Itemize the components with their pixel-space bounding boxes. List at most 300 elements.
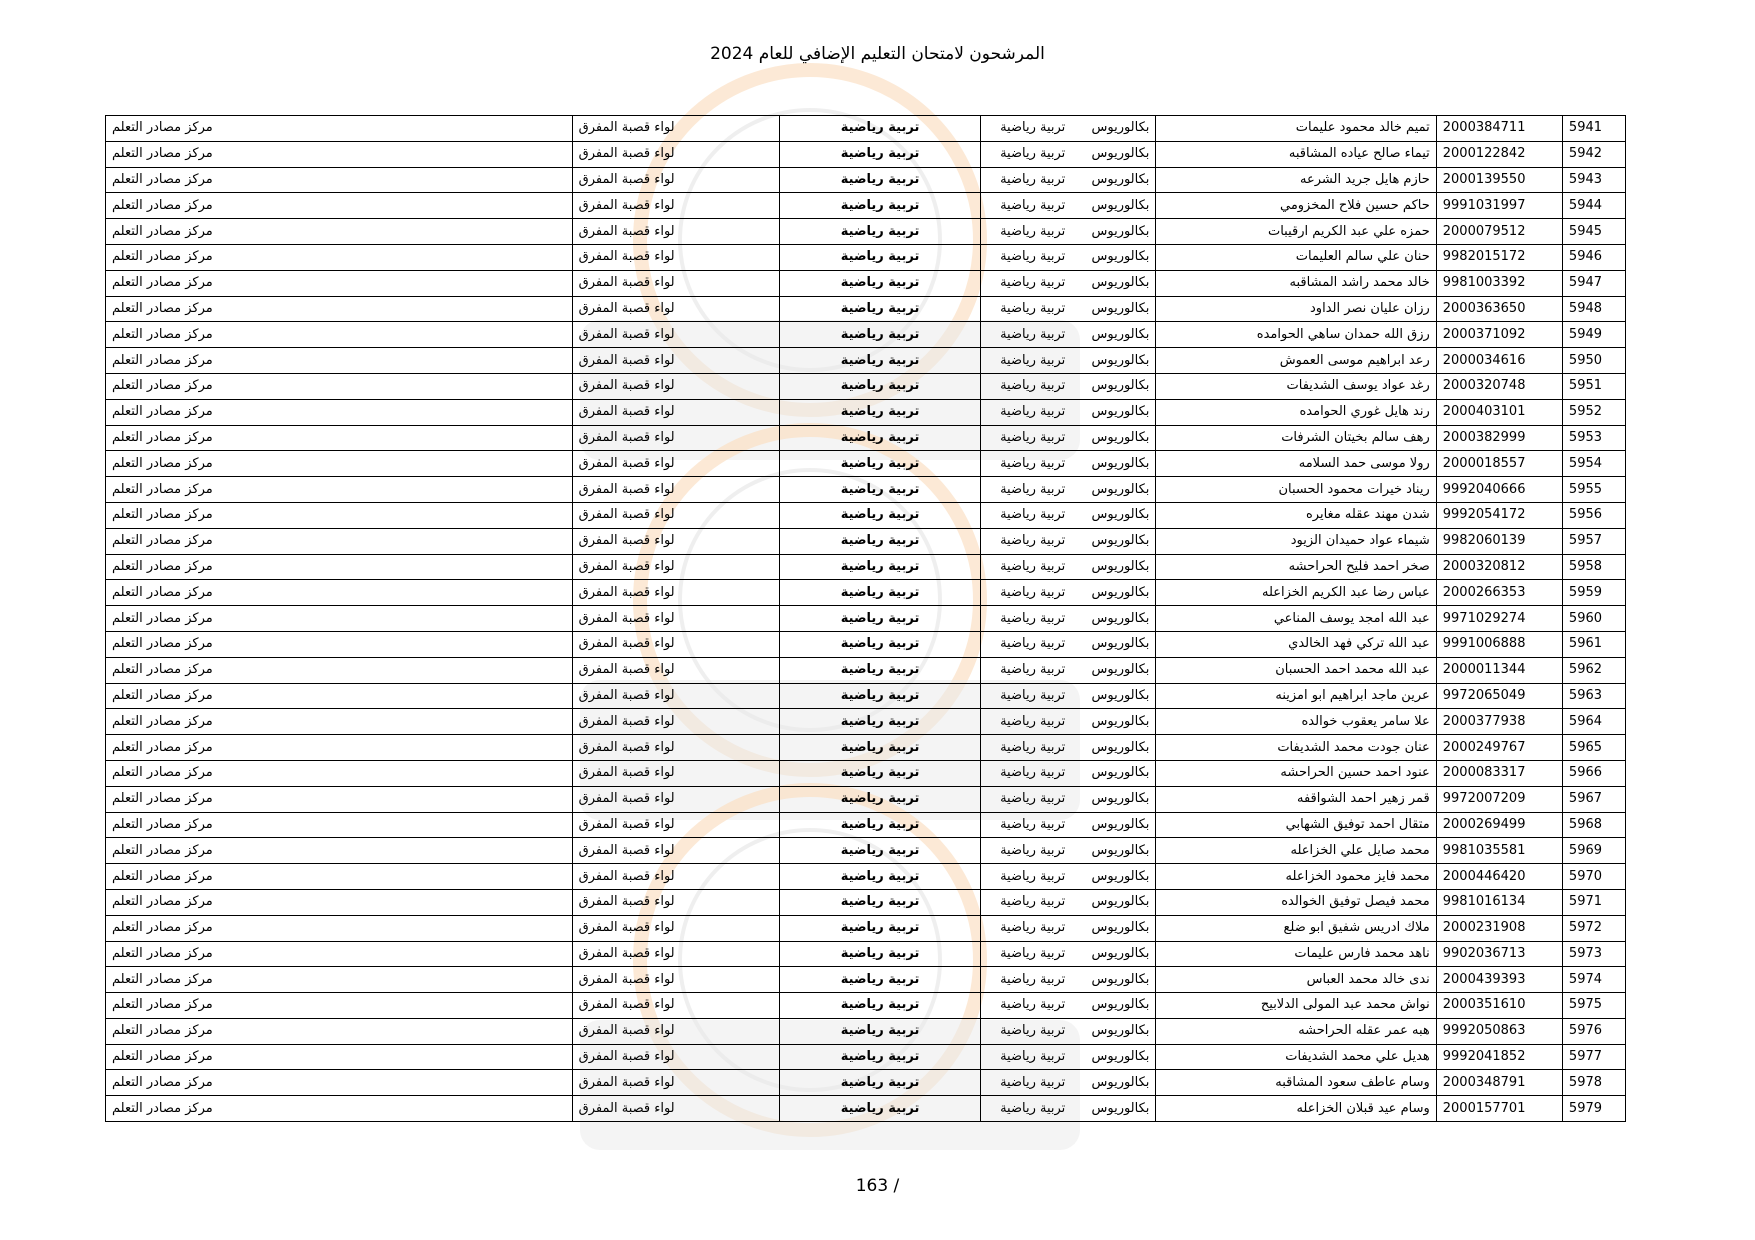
degree-cell: بكالوريوس [1071, 993, 1156, 1019]
national-id-cell: 2000018557 [1436, 451, 1562, 477]
exam-center-cell: مركز مصادر التعلم [106, 373, 573, 399]
sequence-cell: 5964 [1562, 709, 1625, 735]
candidate-name-cell: خالد محمد راشد المشاقبه [1156, 270, 1436, 296]
table-row [106, 270, 1626, 296]
sequence-cell: 5956 [1562, 502, 1625, 528]
subject-cell: تربية رياضية [779, 915, 980, 941]
major-cell: تربية رياضية [981, 244, 1072, 270]
district-cell: لواء قصبة المفرق [572, 399, 779, 425]
degree-cell: بكالوريوس [1071, 580, 1156, 606]
degree-cell: بكالوريوس [1071, 451, 1156, 477]
district-cell: لواء قصبة المفرق [572, 167, 779, 193]
sequence-cell: 5957 [1562, 528, 1625, 554]
table-row [106, 993, 1626, 1019]
exam-center-cell: مركز مصادر التعلم [106, 889, 573, 915]
table-row [106, 1018, 1626, 1044]
sequence-cell: 5974 [1562, 967, 1625, 993]
candidate-name-cell: حنان علي سالم العليمات [1156, 244, 1436, 270]
subject-cell: تربية رياضية [779, 760, 980, 786]
national-id-cell: 9992040666 [1436, 477, 1562, 503]
degree-cell: بكالوريوس [1071, 1044, 1156, 1070]
major-cell: تربية رياضية [981, 399, 1072, 425]
exam-center-cell: مركز مصادر التعلم [106, 399, 573, 425]
subject-cell: تربية رياضية [779, 451, 980, 477]
district-cell: لواء قصبة المفرق [572, 606, 779, 632]
national-id-cell: 9982015172 [1436, 244, 1562, 270]
degree-cell: بكالوريوس [1071, 141, 1156, 167]
subject-cell: تربية رياضية [779, 399, 980, 425]
national-id-cell: 2000079512 [1436, 219, 1562, 245]
table-row [106, 889, 1626, 915]
exam-center-cell: مركز مصادر التعلم [106, 760, 573, 786]
subject-cell: تربية رياضية [779, 709, 980, 735]
major-cell: تربية رياضية [981, 864, 1072, 890]
sequence-cell: 5950 [1562, 348, 1625, 374]
major-cell: تربية رياضية [981, 296, 1072, 322]
major-cell: تربية رياضية [981, 941, 1072, 967]
degree-cell: بكالوريوس [1071, 631, 1156, 657]
sequence-cell: 5967 [1562, 786, 1625, 812]
degree-cell: بكالوريوس [1071, 270, 1156, 296]
sequence-cell: 5963 [1562, 683, 1625, 709]
major-cell: تربية رياضية [981, 760, 1072, 786]
table-row [106, 1070, 1626, 1096]
subject-cell: تربية رياضية [779, 786, 980, 812]
district-cell: لواء قصبة المفرق [572, 425, 779, 451]
candidate-name-cell: عرين ماجد ابراهيم ابو امزينه [1156, 683, 1436, 709]
national-id-cell: 9982060139 [1436, 528, 1562, 554]
major-cell: تربية رياضية [981, 683, 1072, 709]
subject-cell: تربية رياضية [779, 322, 980, 348]
national-id-cell: 2000269499 [1436, 812, 1562, 838]
degree-cell: بكالوريوس [1071, 1096, 1156, 1122]
district-cell: لواء قصبة المفرق [572, 219, 779, 245]
candidate-name-cell: حمزه علي عبد الكريم ارقيبات [1156, 219, 1436, 245]
national-id-cell: 2000231908 [1436, 915, 1562, 941]
subject-cell: تربية رياضية [779, 425, 980, 451]
candidate-name-cell: رعد ابراهيم موسى العموش [1156, 348, 1436, 374]
table-row [106, 941, 1626, 967]
table-row [106, 1096, 1626, 1122]
subject-cell: تربية رياضية [779, 477, 980, 503]
subject-cell: تربية رياضية [779, 141, 980, 167]
table-row [106, 1044, 1626, 1070]
degree-cell: بكالوريوس [1071, 1070, 1156, 1096]
candidate-name-cell: متقال احمد توفيق الشهابي [1156, 812, 1436, 838]
exam-center-cell: مركز مصادر التعلم [106, 580, 573, 606]
sequence-cell: 5943 [1562, 167, 1625, 193]
major-cell: تربية رياضية [981, 967, 1072, 993]
exam-center-cell: مركز مصادر التعلم [106, 425, 573, 451]
degree-cell: بكالوريوس [1071, 373, 1156, 399]
major-cell: تربية رياضية [981, 193, 1072, 219]
subject-cell: تربية رياضية [779, 373, 980, 399]
district-cell: لواء قصبة المفرق [572, 1018, 779, 1044]
major-cell: تربية رياضية [981, 709, 1072, 735]
table-row [106, 244, 1626, 270]
degree-cell: بكالوريوس [1071, 167, 1156, 193]
candidate-name-cell: حازم هايل جريد الشرعه [1156, 167, 1436, 193]
subject-cell: تربية رياضية [779, 1070, 980, 1096]
major-cell: تربية رياضية [981, 348, 1072, 374]
sequence-cell: 5976 [1562, 1018, 1625, 1044]
degree-cell: بكالوريوس [1071, 915, 1156, 941]
national-id-cell: 9972065049 [1436, 683, 1562, 709]
national-id-cell: 2000157701 [1436, 1096, 1562, 1122]
district-cell: لواء قصبة المفرق [572, 193, 779, 219]
exam-center-cell: مركز مصادر التعلم [106, 631, 573, 657]
district-cell: لواء قصبة المفرق [572, 1070, 779, 1096]
district-cell: لواء قصبة المفرق [572, 528, 779, 554]
national-id-cell: 9972007209 [1436, 786, 1562, 812]
major-cell: تربية رياضية [981, 451, 1072, 477]
candidates-table [105, 115, 1626, 1122]
district-cell: لواء قصبة المفرق [572, 451, 779, 477]
sequence-cell: 5947 [1562, 270, 1625, 296]
district-cell: لواء قصبة المفرق [572, 1044, 779, 1070]
national-id-cell: 9992050863 [1436, 1018, 1562, 1044]
national-id-cell: 9981035581 [1436, 838, 1562, 864]
candidate-name-cell: حاكم حسين فلاح المخزومي [1156, 193, 1436, 219]
candidate-name-cell: ندى خالد محمد العباس [1156, 967, 1436, 993]
major-cell: تربية رياضية [981, 735, 1072, 761]
subject-cell: تربية رياضية [779, 838, 980, 864]
national-id-cell: 2000122842 [1436, 141, 1562, 167]
table-row [106, 322, 1626, 348]
degree-cell: بكالوريوس [1071, 838, 1156, 864]
national-id-cell: 9992041852 [1436, 1044, 1562, 1070]
district-cell: لواء قصبة المفرق [572, 915, 779, 941]
degree-cell: بكالوريوس [1071, 683, 1156, 709]
table-row [106, 399, 1626, 425]
degree-cell: بكالوريوس [1071, 760, 1156, 786]
district-cell: لواء قصبة المفرق [572, 838, 779, 864]
candidate-name-cell: رولا موسى حمد السلامه [1156, 451, 1436, 477]
exam-center-cell: مركز مصادر التعلم [106, 606, 573, 632]
district-cell: لواء قصبة المفرق [572, 683, 779, 709]
exam-center-cell: مركز مصادر التعلم [106, 296, 573, 322]
sequence-cell: 5978 [1562, 1070, 1625, 1096]
major-cell: تربية رياضية [981, 580, 1072, 606]
subject-cell: تربية رياضية [779, 657, 980, 683]
degree-cell: بكالوريوس [1071, 786, 1156, 812]
candidate-name-cell: رند هايل غوري الحوامده [1156, 399, 1436, 425]
district-cell: لواء قصبة المفرق [572, 941, 779, 967]
exam-center-cell: مركز مصادر التعلم [106, 838, 573, 864]
table-row [106, 683, 1626, 709]
page-number: 163 / [855, 1176, 900, 1196]
subject-cell: تربية رياضية [779, 502, 980, 528]
candidate-name-cell: محمد صايل علي الخزاعله [1156, 838, 1436, 864]
national-id-cell: 2000384711 [1436, 116, 1562, 142]
table-row [106, 606, 1626, 632]
subject-cell: تربية رياضية [779, 244, 980, 270]
degree-cell: بكالوريوس [1071, 322, 1156, 348]
subject-cell: تربية رياضية [779, 864, 980, 890]
degree-cell: بكالوريوس [1071, 967, 1156, 993]
candidate-name-cell: عنود احمد حسين الحراحشه [1156, 760, 1436, 786]
district-cell: لواء قصبة المفرق [572, 657, 779, 683]
degree-cell: بكالوريوس [1071, 606, 1156, 632]
degree-cell: بكالوريوس [1071, 941, 1156, 967]
table-row [106, 812, 1626, 838]
degree-cell: بكالوريوس [1071, 709, 1156, 735]
table-row [106, 838, 1626, 864]
major-cell: تربية رياضية [981, 993, 1072, 1019]
table-row [106, 631, 1626, 657]
district-cell: لواء قصبة المفرق [572, 322, 779, 348]
sequence-cell: 5941 [1562, 116, 1625, 142]
table-row [106, 554, 1626, 580]
national-id-cell: 2000266353 [1436, 580, 1562, 606]
national-id-cell: 2000371092 [1436, 322, 1562, 348]
degree-cell: بكالوريوس [1071, 399, 1156, 425]
district-cell: لواء قصبة المفرق [572, 967, 779, 993]
sequence-cell: 5955 [1562, 477, 1625, 503]
major-cell: تربية رياضية [981, 270, 1072, 296]
major-cell: تربية رياضية [981, 1018, 1072, 1044]
national-id-cell: 9992054172 [1436, 502, 1562, 528]
sequence-cell: 5945 [1562, 219, 1625, 245]
sequence-cell: 5948 [1562, 296, 1625, 322]
sequence-cell: 5965 [1562, 735, 1625, 761]
exam-center-cell: مركز مصادر التعلم [106, 864, 573, 890]
subject-cell: تربية رياضية [779, 967, 980, 993]
subject-cell: تربية رياضية [779, 631, 980, 657]
table-row [106, 528, 1626, 554]
national-id-cell: 2000439393 [1436, 967, 1562, 993]
table-row [106, 425, 1626, 451]
candidate-name-cell: ناهد محمد فارس عليمات [1156, 941, 1436, 967]
exam-center-cell: مركز مصادر التعلم [106, 967, 573, 993]
subject-cell: تربية رياضية [779, 296, 980, 322]
table-row [106, 735, 1626, 761]
table-row [106, 967, 1626, 993]
major-cell: تربية رياضية [981, 425, 1072, 451]
exam-center-cell: مركز مصادر التعلم [106, 167, 573, 193]
major-cell: تربية رياضية [981, 141, 1072, 167]
major-cell: تربية رياضية [981, 606, 1072, 632]
district-cell: لواء قصبة المفرق [572, 889, 779, 915]
degree-cell: بكالوريوس [1071, 812, 1156, 838]
candidate-name-cell: رزان عليان نصر الداود [1156, 296, 1436, 322]
sequence-cell: 5972 [1562, 915, 1625, 941]
major-cell: تربية رياضية [981, 322, 1072, 348]
sequence-cell: 5973 [1562, 941, 1625, 967]
sequence-cell: 5951 [1562, 373, 1625, 399]
sequence-cell: 5975 [1562, 993, 1625, 1019]
table-row [106, 760, 1626, 786]
sequence-cell: 5959 [1562, 580, 1625, 606]
district-cell: لواء قصبة المفرق [572, 1096, 779, 1122]
exam-center-cell: مركز مصادر التعلم [106, 735, 573, 761]
subject-cell: تربية رياضية [779, 270, 980, 296]
district-cell: لواء قصبة المفرق [572, 296, 779, 322]
subject-cell: تربية رياضية [779, 219, 980, 245]
national-id-cell: 2000351610 [1436, 993, 1562, 1019]
sequence-cell: 5942 [1562, 141, 1625, 167]
sequence-cell: 5971 [1562, 889, 1625, 915]
exam-center-cell: مركز مصادر التعلم [106, 786, 573, 812]
subject-cell: تربية رياضية [779, 606, 980, 632]
major-cell: تربية رياضية [981, 167, 1072, 193]
major-cell: تربية رياضية [981, 554, 1072, 580]
subject-cell: تربية رياضية [779, 580, 980, 606]
candidate-name-cell: رغد عواد يوسف الشديفات [1156, 373, 1436, 399]
district-cell: لواء قصبة المفرق [572, 554, 779, 580]
district-cell: لواء قصبة المفرق [572, 709, 779, 735]
national-id-cell: 9991006888 [1436, 631, 1562, 657]
subject-cell: تربية رياضية [779, 167, 980, 193]
subject-cell: تربية رياضية [779, 348, 980, 374]
candidate-name-cell: شدن مهند عقله مغايره [1156, 502, 1436, 528]
major-cell: تربية رياضية [981, 657, 1072, 683]
degree-cell: بكالوريوس [1071, 348, 1156, 374]
candidate-name-cell: عباس رضا عبد الكريم الخزاعله [1156, 580, 1436, 606]
exam-center-cell: مركز مصادر التعلم [106, 1018, 573, 1044]
degree-cell: بكالوريوس [1071, 735, 1156, 761]
candidates-table-body [106, 116, 1626, 1122]
exam-center-cell: مركز مصادر التعلم [106, 322, 573, 348]
sequence-cell: 5977 [1562, 1044, 1625, 1070]
degree-cell: بكالوريوس [1071, 554, 1156, 580]
exam-center-cell: مركز مصادر التعلم [106, 993, 573, 1019]
subject-cell: تربية رياضية [779, 735, 980, 761]
national-id-cell: 2000083317 [1436, 760, 1562, 786]
degree-cell: بكالوريوس [1071, 1018, 1156, 1044]
subject-cell: تربية رياضية [779, 941, 980, 967]
exam-center-cell: مركز مصادر التعلم [106, 657, 573, 683]
subject-cell: تربية رياضية [779, 993, 980, 1019]
exam-center-cell: مركز مصادر التعلم [106, 348, 573, 374]
district-cell: لواء قصبة المفرق [572, 502, 779, 528]
subject-cell: تربية رياضية [779, 1018, 980, 1044]
degree-cell: بكالوريوس [1071, 425, 1156, 451]
exam-center-cell: مركز مصادر التعلم [106, 1070, 573, 1096]
sequence-cell: 5962 [1562, 657, 1625, 683]
exam-center-cell: مركز مصادر التعلم [106, 219, 573, 245]
candidate-name-cell: رزق الله حمدان ساهي الحوامده [1156, 322, 1436, 348]
exam-center-cell: مركز مصادر التعلم [106, 502, 573, 528]
sequence-cell: 5953 [1562, 425, 1625, 451]
sequence-cell: 5946 [1562, 244, 1625, 270]
national-id-cell: 2000320748 [1436, 373, 1562, 399]
national-id-cell: 9981003392 [1436, 270, 1562, 296]
sequence-cell: 5954 [1562, 451, 1625, 477]
district-cell: لواء قصبة المفرق [572, 864, 779, 890]
major-cell: تربية رياضية [981, 219, 1072, 245]
exam-center-cell: مركز مصادر التعلم [106, 193, 573, 219]
exam-center-cell: مركز مصادر التعلم [106, 116, 573, 142]
national-id-cell: 9971029274 [1436, 606, 1562, 632]
subject-cell: تربية رياضية [779, 554, 980, 580]
national-id-cell: 9981016134 [1436, 889, 1562, 915]
subject-cell: تربية رياضية [779, 812, 980, 838]
exam-center-cell: مركز مصادر التعلم [106, 941, 573, 967]
major-cell: تربية رياضية [981, 1070, 1072, 1096]
exam-center-cell: مركز مصادر التعلم [106, 683, 573, 709]
national-id-cell: 2000363650 [1436, 296, 1562, 322]
table-row [106, 709, 1626, 735]
table-row [106, 451, 1626, 477]
exam-center-cell: مركز مصادر التعلم [106, 477, 573, 503]
exam-center-cell: مركز مصادر التعلم [106, 915, 573, 941]
degree-cell: بكالوريوس [1071, 193, 1156, 219]
exam-center-cell: مركز مصادر التعلم [106, 270, 573, 296]
major-cell: تربية رياضية [981, 1044, 1072, 1070]
candidate-name-cell: عبد الله تركي فهد الخالدي [1156, 631, 1436, 657]
national-id-cell: 2000403101 [1436, 399, 1562, 425]
table-row [106, 580, 1626, 606]
table-row [106, 167, 1626, 193]
exam-center-cell: مركز مصادر التعلم [106, 528, 573, 554]
national-id-cell: 2000034616 [1436, 348, 1562, 374]
table-row [106, 657, 1626, 683]
table-row [106, 348, 1626, 374]
district-cell: لواء قصبة المفرق [572, 348, 779, 374]
degree-cell: بكالوريوس [1071, 244, 1156, 270]
exam-center-cell: مركز مصادر التعلم [106, 451, 573, 477]
major-cell: تربية رياضية [981, 116, 1072, 142]
district-cell: لواء قصبة المفرق [572, 812, 779, 838]
major-cell: تربية رياضية [981, 812, 1072, 838]
candidate-name-cell: وسام عاطف سعود المشاقبه [1156, 1070, 1436, 1096]
candidate-name-cell: محمد فايز محمود الخزاعله [1156, 864, 1436, 890]
table-row [106, 141, 1626, 167]
national-id-cell: 2000011344 [1436, 657, 1562, 683]
major-cell: تربية رياضية [981, 915, 1072, 941]
sequence-cell: 5966 [1562, 760, 1625, 786]
major-cell: تربية رياضية [981, 477, 1072, 503]
table-row [106, 477, 1626, 503]
subject-cell: تربية رياضية [779, 528, 980, 554]
table-row [106, 296, 1626, 322]
national-id-cell: 2000139550 [1436, 167, 1562, 193]
district-cell: لواء قصبة المفرق [572, 786, 779, 812]
sequence-cell: 5944 [1562, 193, 1625, 219]
table-row [106, 116, 1626, 142]
national-id-cell: 2000320812 [1436, 554, 1562, 580]
table-row [106, 219, 1626, 245]
candidate-name-cell: شيماء عواد حميدان الزيود [1156, 528, 1436, 554]
candidate-name-cell: وسام عيد قبلان الخزاعله [1156, 1096, 1436, 1122]
table-row [106, 864, 1626, 890]
sequence-cell: 5960 [1562, 606, 1625, 632]
degree-cell: بكالوريوس [1071, 296, 1156, 322]
candidate-name-cell: ريناد خيرات محمود الحسبان [1156, 477, 1436, 503]
candidate-name-cell: عبد الله امجد يوسف المناعي [1156, 606, 1436, 632]
exam-center-cell: مركز مصادر التعلم [106, 244, 573, 270]
candidate-name-cell: عبد الله محمد احمد الحسبان [1156, 657, 1436, 683]
degree-cell: بكالوريوس [1071, 889, 1156, 915]
sequence-cell: 5952 [1562, 399, 1625, 425]
degree-cell: بكالوريوس [1071, 219, 1156, 245]
sequence-cell: 5970 [1562, 864, 1625, 890]
sequence-cell: 5961 [1562, 631, 1625, 657]
national-id-cell: 2000382999 [1436, 425, 1562, 451]
subject-cell: تربية رياضية [779, 1044, 980, 1070]
major-cell: تربية رياضية [981, 838, 1072, 864]
candidate-name-cell: صخر احمد فليح الحراحشه [1156, 554, 1436, 580]
candidate-name-cell: قمر زهير احمد الشواقفه [1156, 786, 1436, 812]
subject-cell: تربية رياضية [779, 116, 980, 142]
subject-cell: تربية رياضية [779, 683, 980, 709]
sequence-cell: 5949 [1562, 322, 1625, 348]
national-id-cell: 2000348791 [1436, 1070, 1562, 1096]
subject-cell: تربية رياضية [779, 1096, 980, 1122]
degree-cell: بكالوريوس [1071, 657, 1156, 683]
table-row [106, 373, 1626, 399]
